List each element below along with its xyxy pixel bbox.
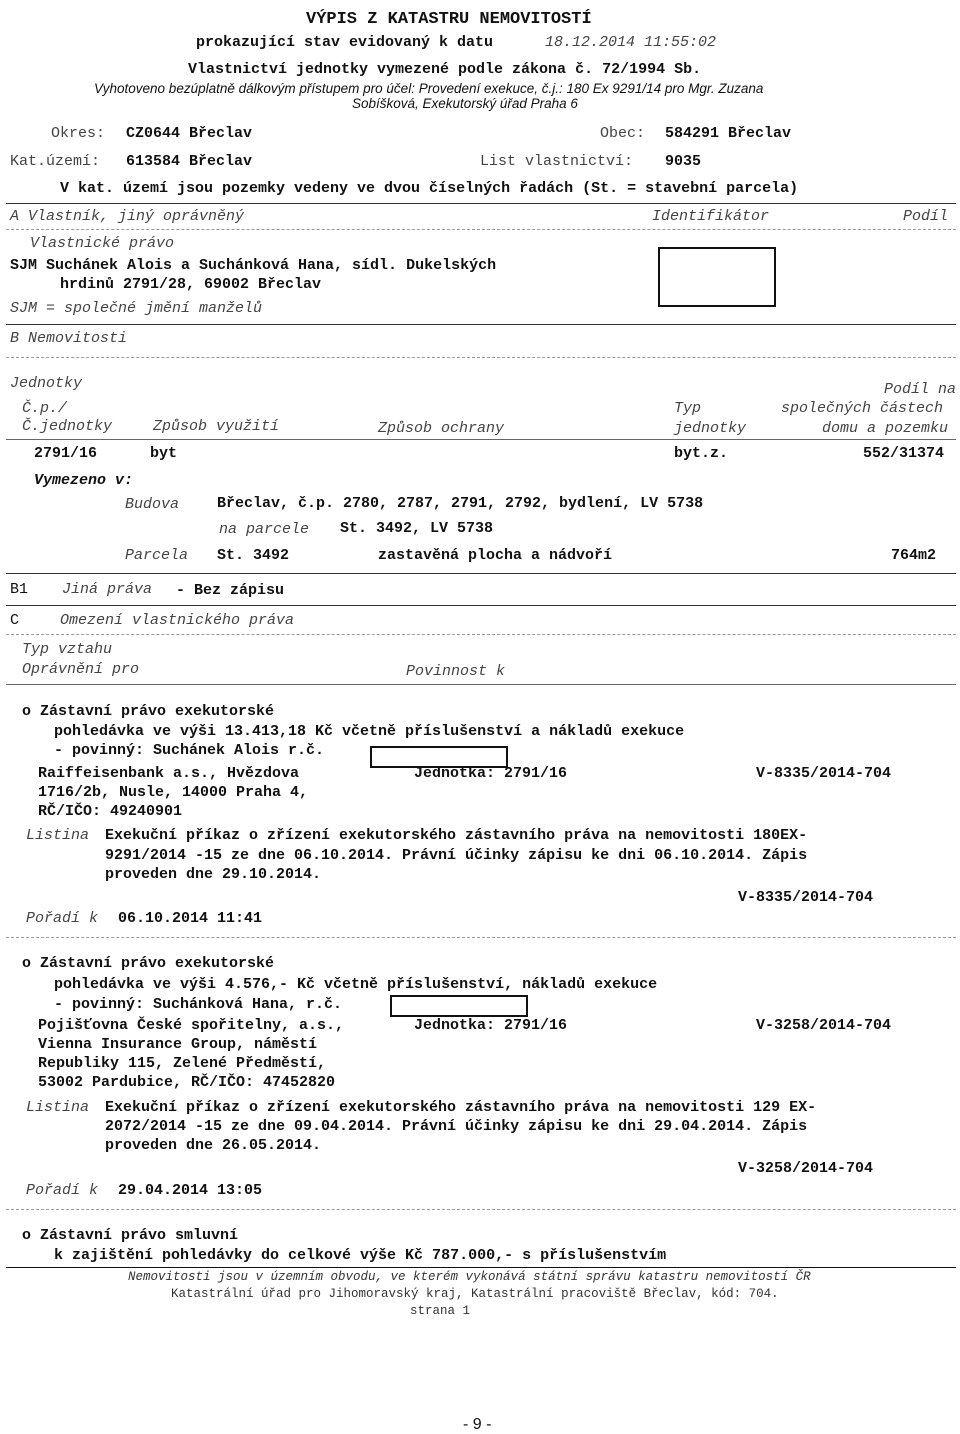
list-value: 9035	[665, 153, 702, 170]
okres-label: Okres:	[51, 125, 106, 142]
entry2-line2: - povinný: Suchánková Hana, r.č.	[54, 996, 343, 1013]
subtitle-prefix: prokazující stav evidovaný k datu	[196, 34, 494, 51]
entry2-creditor3: Republiky 115, Zelené Předměstí,	[38, 1055, 327, 1072]
entry1-ref: V-8335/2014-704	[756, 765, 892, 782]
obec-value: 584291 Břeclav	[665, 125, 792, 142]
unit-share: 552/31374	[863, 445, 945, 462]
unit-number: 2791/16	[34, 445, 98, 462]
col-zpusob-vyuziti: Způsob využití	[153, 418, 280, 435]
entry2-creditor2: Vienna Insurance Group, náměstí	[38, 1036, 318, 1053]
obec-label: Obec:	[600, 125, 646, 142]
divider-b-top	[6, 324, 956, 325]
right-label: Vlastnické právo	[30, 235, 175, 252]
section-c-code: C	[10, 612, 20, 629]
divider-b1	[6, 573, 956, 574]
entry1-line1: pohledávka ve výši 13.413,18 Kč včetně příslušenství a nákladů exekuce	[54, 723, 685, 740]
naparcele-value: St. 3492, LV 5738	[340, 520, 494, 537]
section-c-heading: Omezení vlastnického práva	[60, 612, 295, 629]
entry1-unit: Jednotka: 2791/16	[414, 765, 568, 782]
col-identifikator: Identifikátor	[652, 208, 770, 225]
page-number: - 9 -	[463, 1416, 492, 1433]
entry2-creditor1: Pojišťovna České spořitelny, a.s.,	[38, 1017, 345, 1034]
katuzemi-label: Kat.území:	[10, 153, 101, 170]
col-cjednotky: Č.jednotky	[22, 418, 113, 435]
entry2-listina-label: Listina	[26, 1099, 90, 1116]
col-typ-1: Typ	[674, 400, 702, 417]
entry2-creditor4: 53002 Pardubice, RČ/IČO: 47452820	[38, 1074, 336, 1091]
col-povinnost-k: Povinnost k	[406, 663, 506, 680]
entry1-line2: - povinný: Suchánek Alois r.č.	[54, 742, 325, 759]
col-typ-vztahu: Typ vztahu	[22, 641, 113, 658]
entry2-unit: Jednotka: 2791/16	[414, 1017, 568, 1034]
owner-line-2: hrdinů 2791/28, 69002 Břeclav	[60, 276, 322, 293]
unit-type: byt.z.	[674, 445, 729, 462]
divider-a-dashed	[6, 229, 956, 230]
entry1-creditor3: RČ/IČO: 49240901	[38, 803, 183, 820]
issued-line-2: Sobíšková, Exekutorský úřad Praha 6	[352, 96, 578, 111]
divider-c	[6, 605, 956, 606]
entry1-listina1: Exekuční příkaz o zřízení exekutorského zástavního práva na nemovitosti 180EX-	[105, 827, 808, 844]
entry1-listina3: proveden dne 29.10.2014.	[105, 866, 322, 883]
divider-c-dashed	[6, 634, 956, 635]
entry1-poradi-value: 06.10.2014 11:41	[118, 910, 263, 927]
parcela-area: 764m2	[891, 547, 937, 564]
ownership-type: Vlastnictví jednotky vymezené podle zákona č. 72/1994 Sb.	[188, 61, 702, 78]
section-b1-code: B1	[10, 581, 29, 598]
footer-divider	[6, 1267, 956, 1268]
footer-line1: Nemovitosti jsou v územním obvodu, ve kterém vykonává státní správu katastru nemovitostí ČR	[128, 1270, 811, 1284]
unit-use: byt	[150, 445, 178, 462]
list-label: List vlastnictví:	[480, 153, 634, 170]
col-podil: Podíl	[903, 208, 949, 225]
redacted-identifier-box	[658, 247, 776, 307]
okres-value: CZ0644 Břeclav	[126, 125, 253, 142]
section-b1-value: - Bez zápisu	[176, 582, 285, 599]
entry1-creditor2: 1716/2b, Nusle, 14000 Praha 4,	[38, 784, 309, 801]
entry2-listina1: Exekuční příkaz o zřízení exekutorského zástavního práva na nemovitosti 129 EX-	[105, 1099, 817, 1116]
col-podil-3: domu a pozemku	[822, 420, 949, 437]
entry2-listina2: 2072/2014 -15 ze dne 09.04.2014. Právní účinky zápisu ke dni 29.04.2014. Zápis	[105, 1118, 808, 1135]
kat-note: V kat. území jsou pozemky vedeny ve dvou číselných řadách (St. = stavební parcela)	[60, 180, 799, 197]
entry2-poradi-value: 29.04.2014 13:05	[118, 1182, 263, 1199]
document-title: VÝPIS Z KATASTRU NEMOVITOSTÍ	[306, 10, 592, 29]
budova-value: Břeclav, č.p. 2780, 2787, 2791, 2792, bydlení, LV 5738	[217, 495, 704, 512]
entry1-listina2: 9291/2014 -15 ze dne 06.10.2014. Právní účinky zápisu ke dni 06.10.2014. Zápis	[105, 847, 808, 864]
section-b-heading: B Nemovitosti	[10, 330, 128, 347]
vymezeno-label: Vymezeno v:	[34, 472, 134, 489]
col-cp: Č.p./	[22, 400, 68, 417]
entry2-title: o Zástavní právo exekutorské	[22, 955, 275, 972]
entry1-poradi-label: Pořadí k	[26, 910, 99, 927]
owner-line-1: SJM Suchánek Alois a Suchánková Hana, sídl. Dukelských	[10, 257, 497, 274]
sjm-note: SJM = společné jmění manželů	[10, 300, 263, 317]
issued-line-1: Vyhotoveno bezúplatně dálkovým přístupem pro účel: Provedení exekuce, č.j.: 180 Ex 9291/14 pro Mgr. Zuzana	[94, 81, 764, 96]
col-zpusob-ochrany: Způsob ochrany	[378, 420, 505, 437]
entry1-creditor1: Raiffeisenbank a.s., Hvězdova	[38, 765, 300, 782]
parcela-number: St. 3492	[217, 547, 290, 564]
subtitle-date: 18.12.2014 11:55:02	[545, 34, 717, 51]
divider-units-header	[6, 439, 956, 440]
col-typ-2: jednotky	[674, 420, 747, 437]
entry2-poradi-label: Pořadí k	[26, 1182, 99, 1199]
naparcele-label: na parcele	[219, 521, 310, 538]
entry2-ref: V-3258/2014-704	[756, 1017, 892, 1034]
divider-entry3	[6, 1209, 956, 1210]
footer-line2: Katastrální úřad pro Jihomoravský kraj, Katastrální pracoviště Břeclav, kód: 704.	[171, 1287, 779, 1301]
entry1-title: o Zástavní právo exekutorské	[22, 703, 275, 720]
col-podil-2: společných částech	[781, 400, 944, 417]
entry3-title: o Zástavní právo smluvní	[22, 1227, 239, 1244]
divider-b-dashed	[6, 357, 956, 358]
budova-label: Budova	[125, 496, 180, 513]
footer-page-label: strana 1	[410, 1304, 471, 1318]
col-opravneni-pro: Oprávnění pro	[22, 661, 140, 678]
entry1-ref2: V-8335/2014-704	[738, 889, 874, 906]
entry2-listina3: proveden dne 26.05.2014.	[105, 1137, 322, 1154]
units-label: Jednotky	[10, 375, 83, 392]
katuzemi-value: 613584 Břeclav	[126, 153, 253, 170]
entry1-listina-label: Listina	[26, 827, 90, 844]
section-a-heading: A Vlastník, jiný oprávněný	[10, 208, 245, 225]
entry2-ref2: V-3258/2014-704	[738, 1160, 874, 1177]
divider-entry2	[6, 937, 956, 938]
entry3-line1: k zajištění pohledávky do celkové výše Kč 787.000,- s příslušenstvím	[54, 1247, 667, 1264]
entry2-line1: pohledávka ve výši 4.576,- Kč včetně příslušenství, nákladů exekuce	[54, 976, 658, 993]
parcela-label: Parcela	[125, 547, 189, 564]
col-podil-1: Podíl na	[884, 381, 957, 398]
entry2-redacted-rc	[390, 995, 528, 1017]
divider-c-header	[6, 684, 956, 685]
parcela-use: zastavěná plocha a nádvoří	[378, 547, 613, 564]
divider-a-top	[6, 203, 956, 204]
section-b1-heading: Jiná práva	[62, 581, 153, 598]
